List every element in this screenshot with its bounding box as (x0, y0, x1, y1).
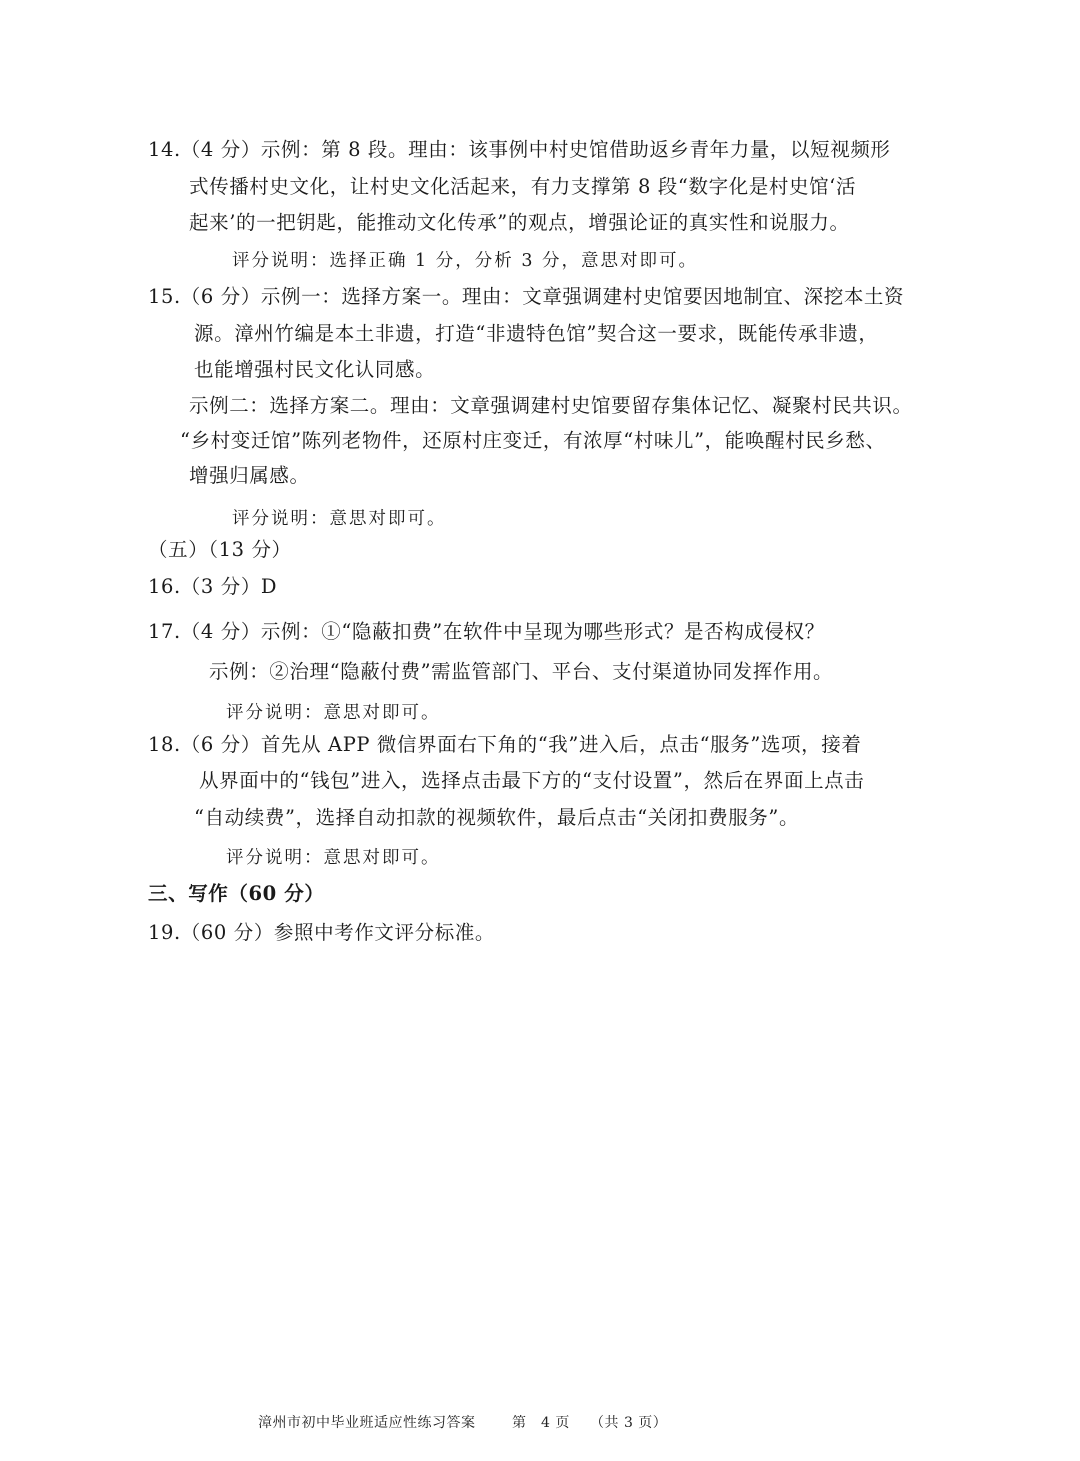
section-three-heading: 三、写作（60 分） (148, 882, 325, 905)
footer-page-number: 第 4 页 (512, 1415, 570, 1431)
q15-scoring-note: 评分说明：意思对即可。 (232, 509, 447, 529)
q17-scoring-note: 评分说明：意思对即可。 (226, 703, 441, 723)
q15-line-6: 增强归属感。 (189, 464, 310, 487)
q15-line-3: 也能增强村民文化认同感。 (194, 358, 436, 381)
q18-line-2: 从界面中的“钱包”进入，选择点击最下方的“支付设置”，然后在界面上点击 (199, 769, 865, 792)
footer-source: 漳州市初中毕业班适应性练习答案 (258, 1415, 476, 1431)
q17-line-2: 示例：②治理“隐蔽付费”需监管部门、平台、支付渠道协同发挥作用。 (209, 660, 834, 683)
section-five-heading: （五）（13 分） (148, 538, 292, 561)
q15-line-4: 示例二：选择方案二。理由：文章强调建村史馆要留存集体记忆、凝聚村民共识。 (189, 394, 913, 417)
q18-scoring-note: 评分说明：意思对即可。 (226, 848, 441, 868)
q17-line-1: 17.（4 分）示例：①“隐蔽扣费”在软件中呈现为哪些形式？是否构成侵权？ (148, 620, 825, 643)
q14-scoring-note: 评分说明：选择正确 1 分，分析 3 分，意思对即可。 (232, 251, 699, 271)
q16-line-1: 16.（3 分）D (148, 575, 278, 598)
q15-line-5: “乡村变迁馆”陈列老物件，还原村庄变迁，有浓厚“村味儿”，能唤醒村民乡愁、 (180, 429, 886, 452)
q14-line-1: 14.（4 分）示例：第 8 段。理由：该事例中村史馆借助返乡青年力量，以短视频形 (148, 138, 891, 161)
q19-line-1: 19.（60 分）参照中考作文评分标准。 (148, 921, 496, 944)
q15-line-1: 15.（6 分）示例一：选择方案一。理由：文章强调建村史馆要因地制宜、深挖本土资 (148, 285, 905, 308)
q14-line-3: 起来’的一把钥匙，能推动文化传承”的观点，增强论证的真实性和说服力。 (189, 211, 850, 234)
footer-total-pages: （共 3 页） (590, 1415, 668, 1431)
q14-line-2: 式传播村史文化，让村史文化活起来，有力支撑第 8 段“数字化是村史馆‘活 (189, 175, 857, 198)
q18-line-3: “自动续费”，选择自动扣款的视频软件，最后点击“关闭扣费服务”。 (194, 806, 800, 829)
q18-line-1: 18.（6 分）首先从 APP 微信界面右下角的“我”进入后，点击“服务”选项，接着 (148, 733, 862, 756)
q15-line-2: 源。漳州竹编是本土非遗，打造“非遗特色馆”契合这一要求，既能传承非遗， (194, 322, 879, 345)
